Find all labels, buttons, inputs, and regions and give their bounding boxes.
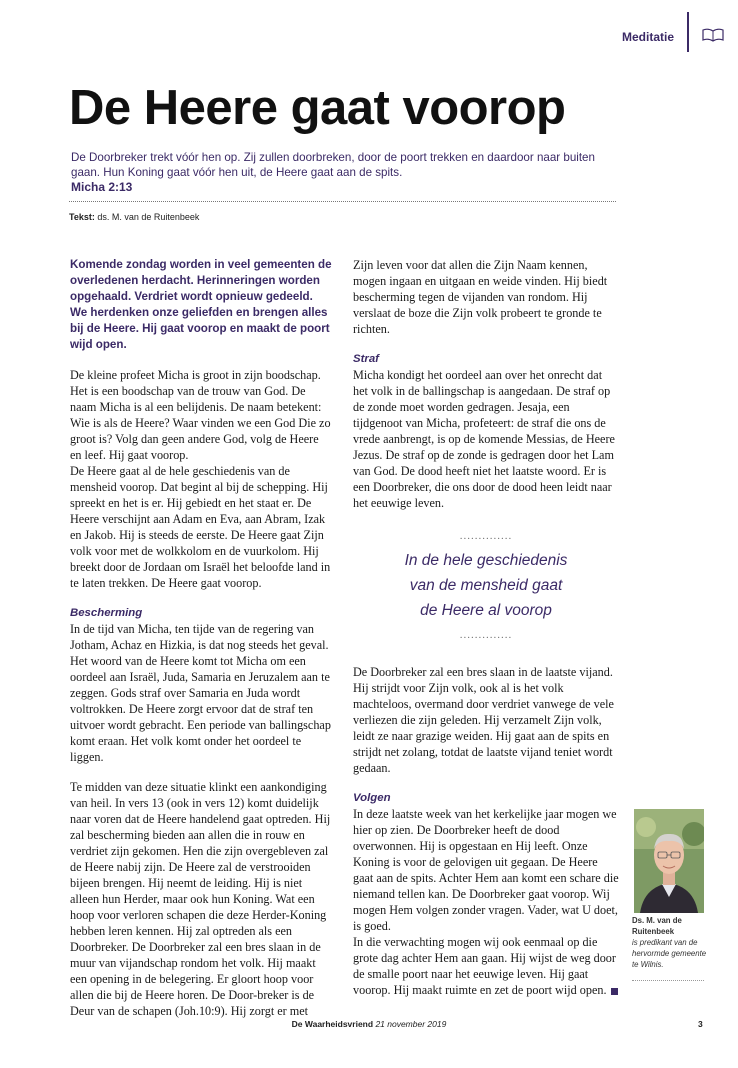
end-mark-icon [611, 988, 618, 995]
pullquote-line: In de hele geschiedenis [404, 552, 568, 569]
left-column [70, 257, 332, 1019]
body-paragraph: Te midden van deze situatie klinkt een aankondiging van heil. In vers 13 (ook in vers 12) komt duidelijk naar voren dat de Heere handelend gaat optreden. Hij zal bescherming bieden aan allen die in rouw en verdriet zijn gekomen. Hen die zijn overgebleven zal de Heere nabij zijn. De Heere zal de verstrooiden bijeen brengen. Hij neemt de leiding. Hij is niet alleen hun Herder, maar ook hun Koning. Wat een hoop voor verloren schapen die deze Herder-Koning hebben leren kennen. Hij zal optreden als een Doorbreker. De Doorbreker zal een bres slaan in de muur van vijandschap rondom het volk. Hij maakt een opening in de belegering. Er gloort hoop voor allen die bij de Heere horen. De Door-breker is de Deur van de schapen (Joh.10:9). Hij zorgt er met [70, 780, 331, 1018]
author-label: Tekst: [69, 212, 95, 222]
pullquote-line: van de mensheid gaat [409, 577, 563, 594]
section-label: Meditatie [621, 30, 674, 44]
subheading-bescherming: Bescherming [70, 607, 143, 619]
author-credit [69, 212, 199, 222]
verse-reference: Micha 2:13 [71, 180, 133, 194]
subheading-volgen: Volgen [353, 792, 391, 804]
open-book-icon [702, 28, 724, 42]
caption-divider [632, 980, 704, 981]
footer [0, 1019, 738, 1029]
body-paragraph: Zijn leven voor dat allen die Zijn Naam kennen, mogen ingaan en uitgaan en weide vinden. Hij biedt bescherming tegen de vijanden van rondom. Hij verslaat de boze die Zijn volk probeert te gronde te richten. [353, 258, 608, 336]
page-number: 3 [698, 1019, 703, 1029]
body-paragraph: Micha kondigt het oordeel aan over het onrecht dat het volk in de ballingschap is aangedaan. De straf op de zonde moet worden gedragen. Jesaja, een tijdgenoot van Micha, profeteert: de straf die ons de vrede aanbrengt, is op de komende Messias, de Heere Jezus. De straf op de zonde is gedragen door het Lam van God. De dood heeft niet het laatste woord. Er is een Doorbreker, die ons door de dood heen leidt naar het eeuwige leven. [353, 368, 615, 510]
body-paragraph: In deze laatste week van het kerkelijke jaar mogen we hier op zien. De Doorbreker heeft de dood overwonnen. Hij is opgestaan en Hij leeft. Onze Koning is voor de gelovigen uit gegaan. De Heere gaat aan de spits. Achter Hem aan komt een schare die niemand tellen kan. De Doorbreker gaat voorop. Wij mogen Hem volgen zonder vragen. Vader, wat U doet, is goed. [353, 807, 619, 933]
pullquote-dots-bottom: .............. [459, 629, 513, 641]
body-paragraph: De Doorbreker zal een bres slaan in de laatste vijand. Hij strijdt voor Zijn volk, ook al is het volk machteloos, overmand door verdriet vanwege de vele verliezen die zijn geleden. Hij verzamelt Zijn volk, leidt ze naar grazige weiden. Hij gaat aan de spits en strijdt net zolang, totdat de laatste vijand teniet wordt gedaan. [353, 665, 614, 775]
author-divider [69, 201, 616, 202]
pullquote-text [353, 548, 619, 623]
lead-paragraph: Komende zondag worden in veel gemeenten de overledenen herdacht. Herinneringen worden opgehaald. Verdriet wordt opnieuw gedeeld. We herdenken onze geliefden en brengen alles bij de Heere. Hij gaat voorop en maakt de poort wijd open. [70, 258, 332, 351]
article-subtitle: De Doorbreker trekt vóór hen op. Zij zullen doorbreken, door de poort trekken en daardoor naar buiten gaan. Hun Koning gaat vóór hen uit, de Heere gaat aan de spits. [71, 151, 595, 179]
author-photo [634, 809, 704, 913]
pullquote-dots-top: .............. [459, 530, 513, 542]
photo-caption [632, 915, 708, 970]
body-paragraph: De kleine profeet Micha is groot in zijn boodschap. Het is een boodschap van de trouw van God. De naam Micha is al een belijdenis. De naam betekent: Wie is als de Heere? Waar vinden we een God Die zo groot is? Volg dan geen andere God, volg de Heere en leef. Hij gaat voorop. [70, 368, 331, 462]
pull-quote [353, 530, 619, 641]
publication-name: De Waarheidsvriend [291, 1019, 374, 1029]
author-name: ds. M. van de Ruitenbeek [97, 212, 200, 222]
body-paragraph-final [353, 934, 619, 998]
publication-date: 21 november 2019 [375, 1019, 447, 1029]
caption-description: is predikant van de hervormde gemeente te Wilnis. [632, 938, 707, 969]
body-paragraph: In de tijd van Micha, ten tijde van de regering van Jotham, Achaz en Hizkia, is dat nog steeds het geval. Het woord van de Heere komt tot Micha om een oordeel aan Israël, Juda, Samaria en Jeruzalem aan te zeggen. Gods straf over Samaria en Juda wordt voltrokken. De Heere zorgt ervoor dat de straf ten uitvoer wordt gebracht. Een periode van ballingschap komt eraan. Het volk komt onder het oordeel te liggen. [70, 622, 331, 764]
subheading-straf: Straf [353, 353, 379, 365]
caption-name: Ds. M. van de Ruitenbeek [632, 916, 682, 936]
header-divider [687, 12, 689, 52]
body-paragraph: De Heere gaat al de hele geschiedenis van de mensheid voorop. Dat begint al bij de schepping. Hij spreekt en het is er. Hij gebiedt en het staat er. De Heere verschijnt aan Adam en Eva, aan Abram, Izak en Jakob. Hij is steeds de eerste. De Heere gaat Zijn volk voor met de wolkkolom en de vuurkolom. Hij breekt door de Jordaan om Israël het beloofde land in te laten trekken. De Heere gaat voorop. [70, 464, 331, 590]
article-title: De Heere gaat voorop [69, 81, 566, 135]
final-text: In die verwachting mogen wij ook eenmaal op die grote dag achter Hem aan gaan. Hij wijst de weg door de smalle poort naar het eeuwige leven. Hij gaat voorop. Hij maakt ruimte en zet de poort wijd open. [353, 935, 616, 997]
pullquote-line: de Heere al voorop [420, 602, 552, 619]
